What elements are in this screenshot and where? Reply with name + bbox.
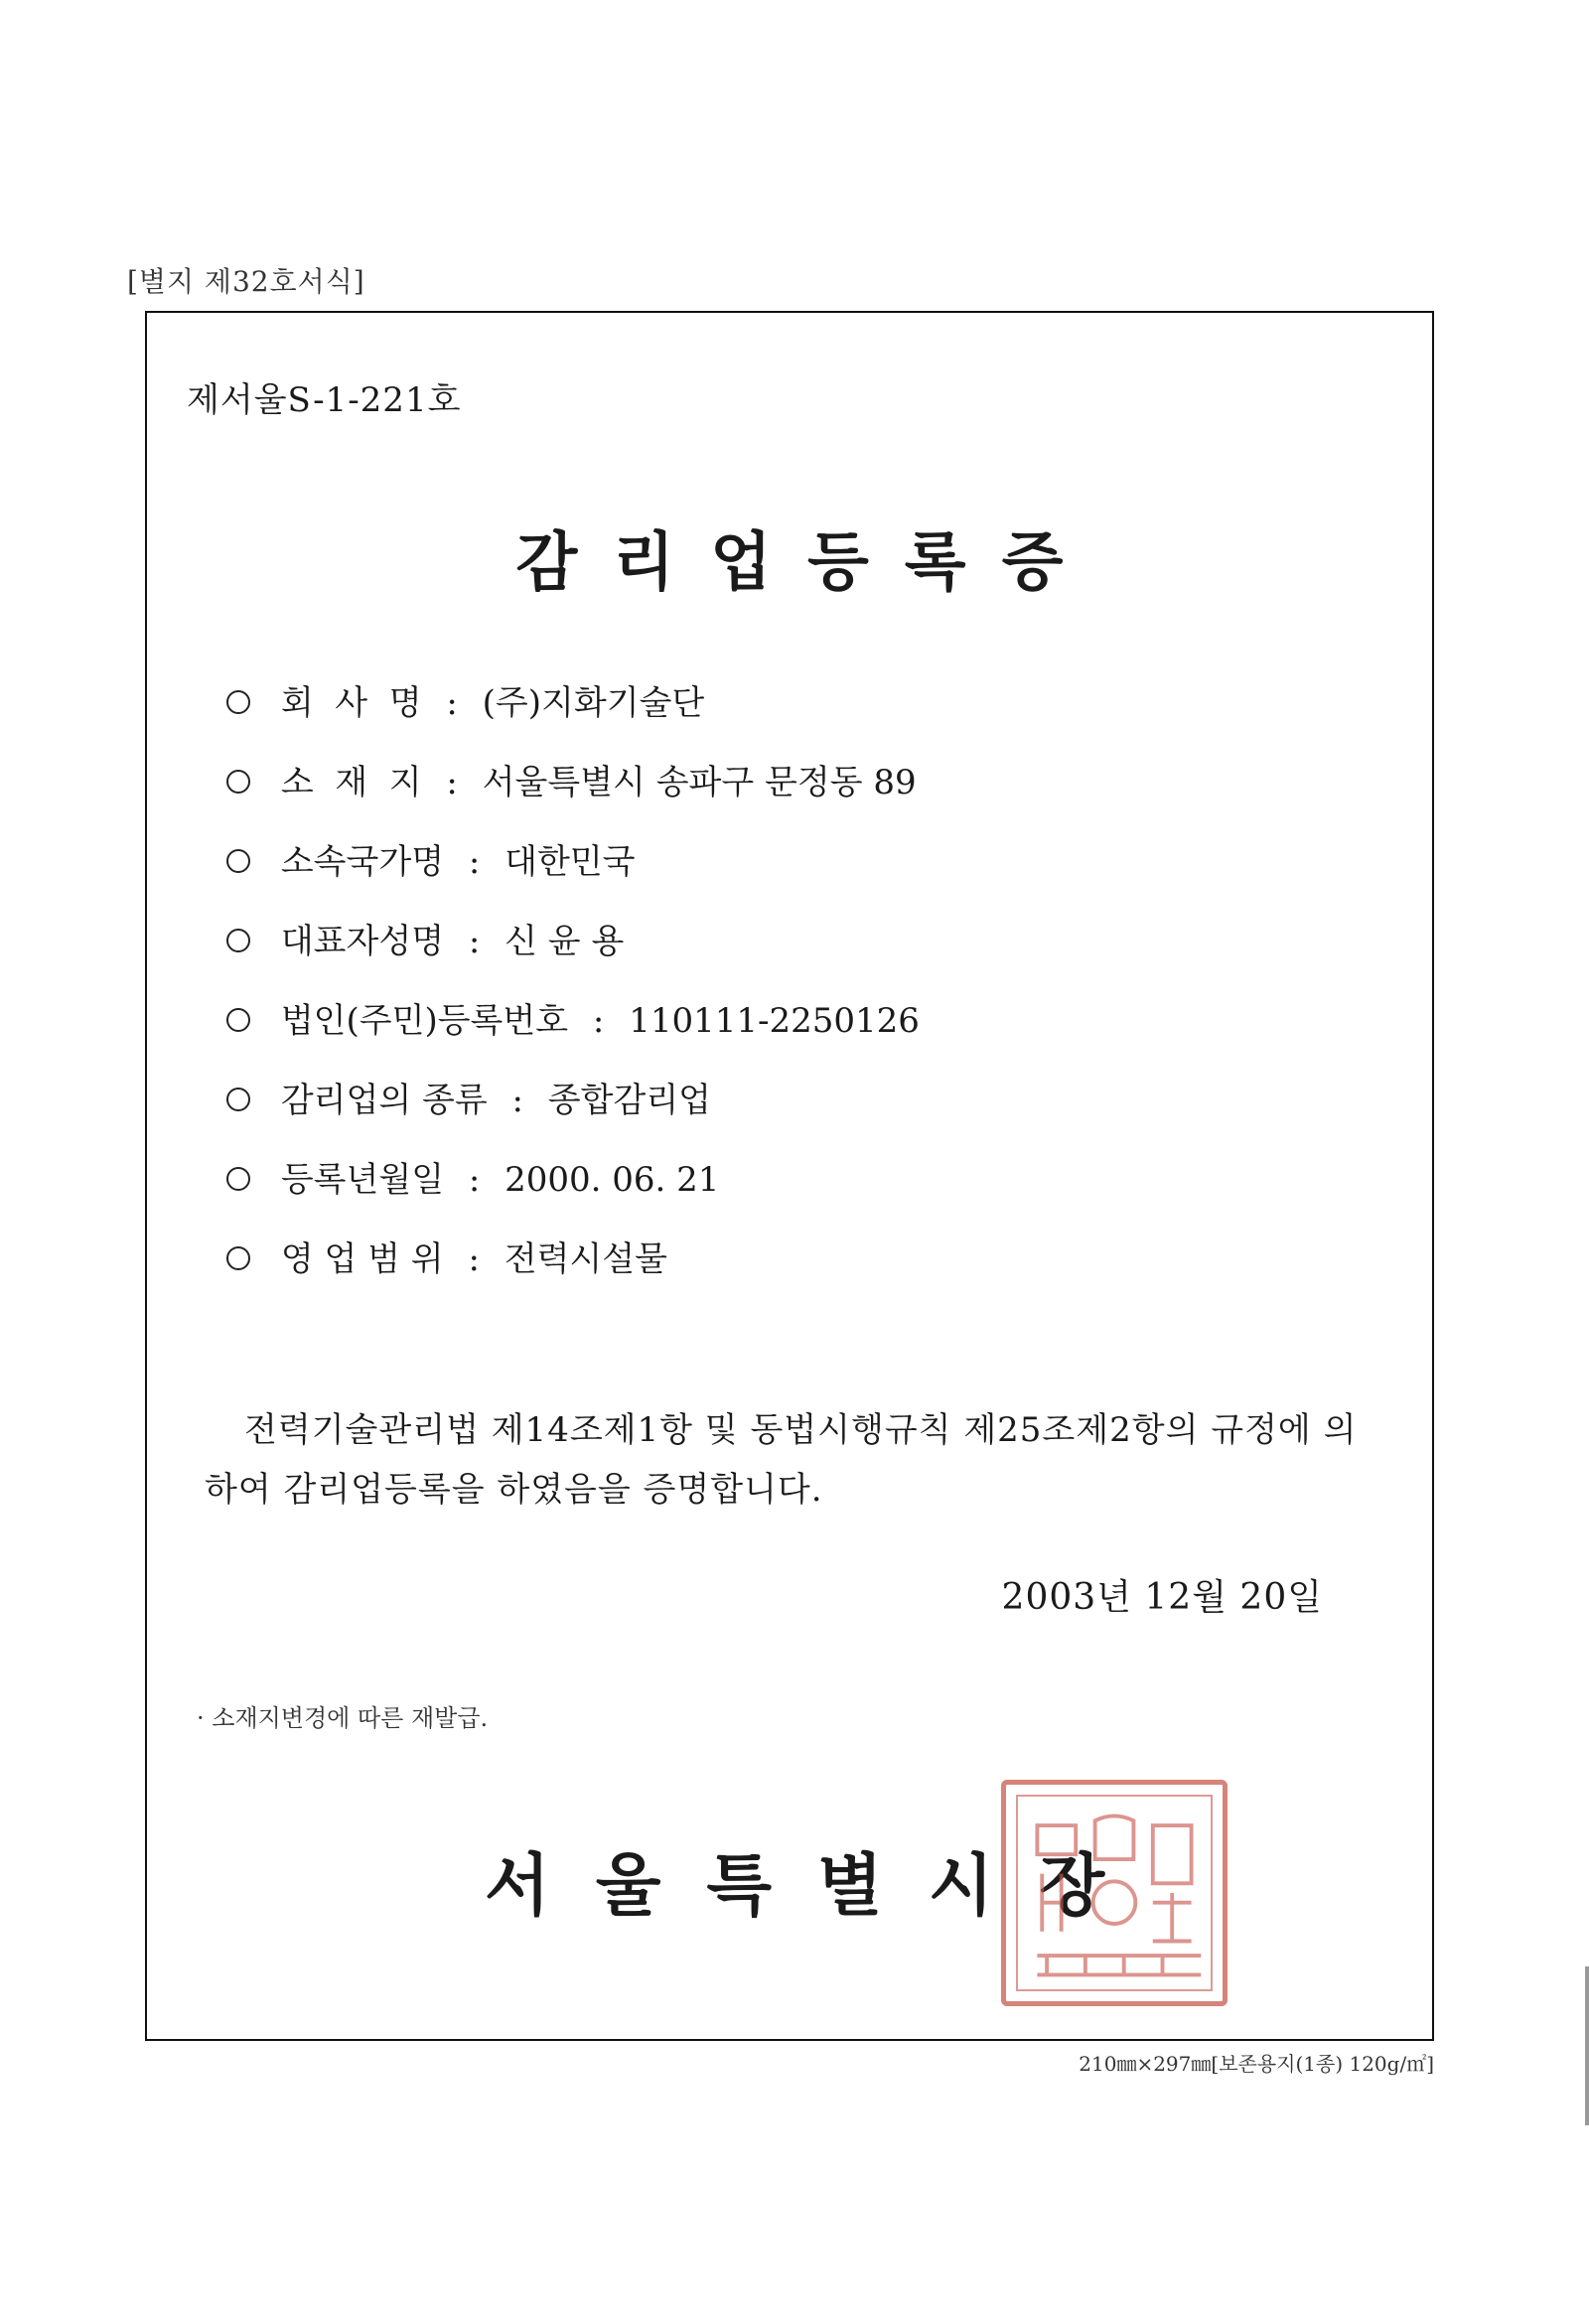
field-label: 소속국가명 bbox=[280, 842, 445, 882]
bullet-circle-icon bbox=[226, 1246, 250, 1270]
field-label: 법인(주민)등록번호 bbox=[280, 1001, 569, 1041]
field-value: 110111-2250126 bbox=[629, 1001, 920, 1041]
field-label: 소 재 지 bbox=[280, 763, 422, 802]
seal-inner-border bbox=[1016, 1795, 1213, 1991]
field-value: 전력시설물 bbox=[504, 1239, 667, 1279]
issue-date: 2003년 12월 20일 bbox=[1001, 1577, 1323, 1618]
field-row-address bbox=[226, 755, 1369, 834]
field-label: 대표자성명 bbox=[280, 922, 445, 961]
field-separator: : bbox=[511, 1081, 523, 1120]
field-separator: : bbox=[468, 1160, 481, 1200]
bullet-circle-icon bbox=[226, 1167, 250, 1191]
field-row-representative bbox=[226, 914, 1369, 993]
form-label: [별지 제32호서식] bbox=[127, 265, 365, 298]
field-row-registration-id bbox=[226, 993, 1369, 1073]
field-value: (주)지화기술단 bbox=[482, 683, 705, 723]
field-row-business-type bbox=[226, 1073, 1369, 1152]
field-row-registration-date bbox=[226, 1152, 1369, 1232]
certification-statement: 전력기술관리법 제14조제1항 및 동법시행규칙 제25조제2항의 규정에 의하여 감리업등록을 하였음을 증명합니다. bbox=[205, 1410, 1358, 1510]
field-label: 회 사 명 bbox=[280, 683, 422, 723]
field-label: 감리업의 종류 bbox=[280, 1081, 488, 1120]
field-separator: : bbox=[446, 763, 458, 802]
field-label: 등록년월일 bbox=[280, 1160, 445, 1200]
issuer-name: 서울특별시장 bbox=[485, 1846, 1151, 1926]
bullet-circle-icon bbox=[226, 929, 250, 952]
field-separator: : bbox=[592, 1001, 605, 1041]
certificate-title: 감리업등록증 bbox=[515, 525, 1099, 600]
field-row-company bbox=[226, 675, 1369, 755]
field-value: 종합감리업 bbox=[547, 1081, 712, 1120]
field-value: 2000. 06. 21 bbox=[505, 1160, 720, 1200]
registration-number: 제서울S-1-221호 bbox=[187, 380, 462, 420]
paper-spec: 210㎜×297㎜[보존용지(1종) 120g/㎡] bbox=[1079, 2052, 1434, 2076]
bullet-circle-icon bbox=[226, 690, 250, 714]
field-separator: : bbox=[468, 1239, 480, 1279]
bullet-circle-icon bbox=[226, 1088, 250, 1111]
bullet-circle-icon bbox=[226, 1008, 250, 1032]
bullet-circle-icon bbox=[226, 849, 250, 873]
field-list bbox=[226, 675, 1369, 1311]
bullet-circle-icon bbox=[226, 770, 250, 794]
field-separator: : bbox=[468, 842, 481, 882]
field-value: 신 윤 용 bbox=[505, 922, 625, 961]
field-row-country bbox=[226, 834, 1369, 914]
field-row-business-scope bbox=[226, 1232, 1369, 1311]
field-separator: : bbox=[446, 683, 458, 723]
field-value: 대한민국 bbox=[505, 842, 636, 882]
official-seal-icon bbox=[1001, 1780, 1228, 2006]
field-separator: : bbox=[468, 922, 481, 961]
reissue-note: · 소재지변경에 따른 재발급. bbox=[197, 1704, 489, 1732]
scan-edge-mark bbox=[1585, 1966, 1589, 2125]
certificate-frame bbox=[145, 311, 1434, 2041]
field-value: 서울특별시 송파구 문정동 89 bbox=[482, 763, 917, 802]
field-label: 영 업 범 위 bbox=[280, 1239, 444, 1279]
